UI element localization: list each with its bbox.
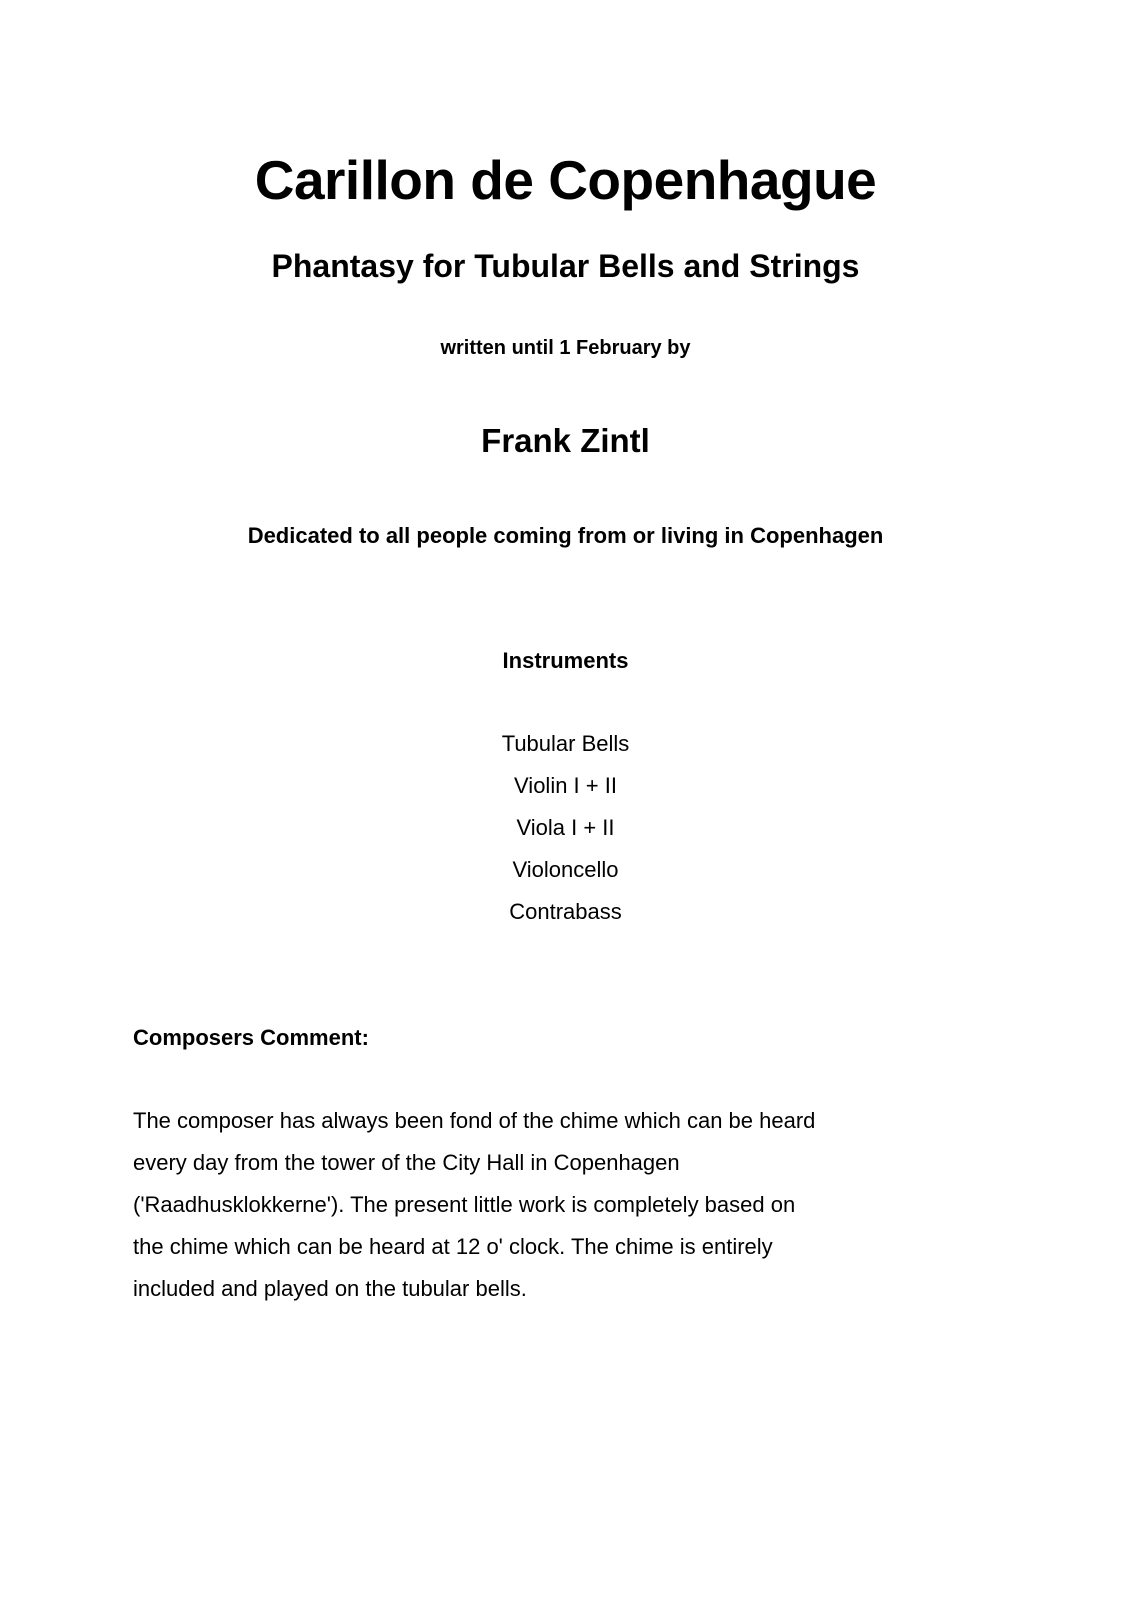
comment-line: the chime which can be heard at 12 o' clock. The chime is entirely (133, 1234, 773, 1259)
comment-line: The composer has always been fond of the chime which can be heard (133, 1108, 816, 1133)
author-name: Frank Zintl (481, 422, 650, 459)
instrument-item: Violin I + II (514, 773, 617, 798)
comment-line: ('Raadhusklokkerne'). The present little work is completely based on (133, 1192, 796, 1217)
document-subtitle: Phantasy for Tubular Bells and Strings (271, 248, 860, 284)
instrument-item: Viola I + II (516, 815, 615, 840)
comment-line: every day from the tower of the City Hall in Copenhagen (133, 1150, 680, 1175)
comment-paragraph (133, 1100, 815, 1310)
document-title: Carillon de Copenhague (254, 149, 877, 211)
instrument-item: Tubular Bells (501, 731, 630, 756)
written-by-line: written until 1 February by (440, 337, 691, 359)
comment-line: included and played on the tubular bells. (133, 1276, 527, 1301)
dedication: Dedicated to all people coming from or living in Copenhagen (247, 523, 884, 548)
instruments-list (0, 723, 1131, 933)
instrument-item: Contrabass (509, 899, 622, 924)
instruments-heading: Instruments (502, 648, 629, 673)
comment-heading: Composers Comment: (133, 1025, 369, 1050)
instrument-item: Violoncello (512, 857, 619, 882)
